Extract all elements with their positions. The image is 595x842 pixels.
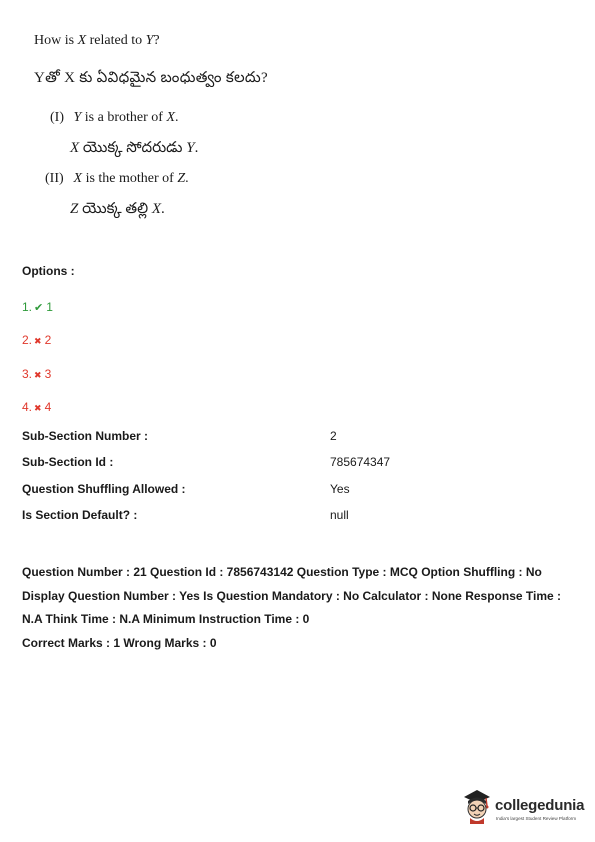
cross-icon: ✖: [34, 336, 42, 346]
check-icon: ✔: [34, 302, 44, 314]
statement-1-label: (I): [50, 110, 64, 125]
option-value: 3: [44, 367, 52, 381]
student-mascot-icon: [462, 788, 492, 824]
statement-1-english: (I) Y is a brother of X.: [50, 110, 179, 125]
section-default-label: Is Section Default? :: [22, 508, 138, 522]
option-value: 1: [46, 300, 53, 314]
option-number: 3.: [22, 367, 33, 381]
logo-tagline: India's largest Student Review Platform: [496, 816, 577, 821]
question-shuffling-label: Question Shuffling Allowed :: [22, 482, 186, 496]
question-english: How is X related to Y?: [34, 33, 160, 48]
statement-2-english: (II) X is the mother of Z.: [45, 171, 189, 186]
option-4: [22, 400, 51, 414]
statement-2-telugu: Z యొక్క తల్లి X.: [70, 201, 165, 217]
option-number: 1.: [22, 300, 33, 314]
sub-section-id-label: Sub-Section Id :: [22, 455, 114, 469]
cross-icon: ✖: [34, 403, 42, 413]
question-shuffling-value: Yes: [330, 482, 350, 496]
marks-info: Correct Marks : 1 Wrong Marks : 0: [22, 635, 217, 650]
statement-2-label: (II): [45, 171, 64, 186]
option-1: [22, 300, 53, 314]
option-number: 2.: [22, 333, 33, 347]
question-info-text: Question Number : 21 Question Id : 7856743142 Question Type : MCQ Option Shuffling : No Display Question Number : Yes Is Question Mandatory : No Calculator : None Response Time : N.A Think Time : N.A Minimum Instruction Time : 0: [22, 565, 561, 626]
options-title: Options :: [22, 264, 75, 278]
logo-name: collegedunia: [495, 797, 585, 814]
collegedunia-logo: [462, 788, 587, 830]
statement-1-telugu: X యొక్క సోదరుడు Y.: [70, 140, 199, 156]
sub-section-number-value: 2: [330, 429, 337, 443]
option-2: [22, 333, 51, 347]
question-telugu: Yతో X కు ఏవిధమైన బంధుత్వం కలదు?: [34, 70, 268, 86]
section-default-value: null: [330, 508, 349, 522]
sub-section-id-value: 785674347: [330, 455, 391, 469]
option-number: 4.: [22, 400, 33, 414]
sub-section-number-label: Sub-Section Number :: [22, 429, 149, 443]
option-value: 2: [44, 333, 52, 347]
question-info: [22, 561, 577, 655]
option-3: [22, 367, 51, 381]
option-value: 4: [44, 400, 52, 414]
cross-icon: ✖: [34, 370, 42, 380]
